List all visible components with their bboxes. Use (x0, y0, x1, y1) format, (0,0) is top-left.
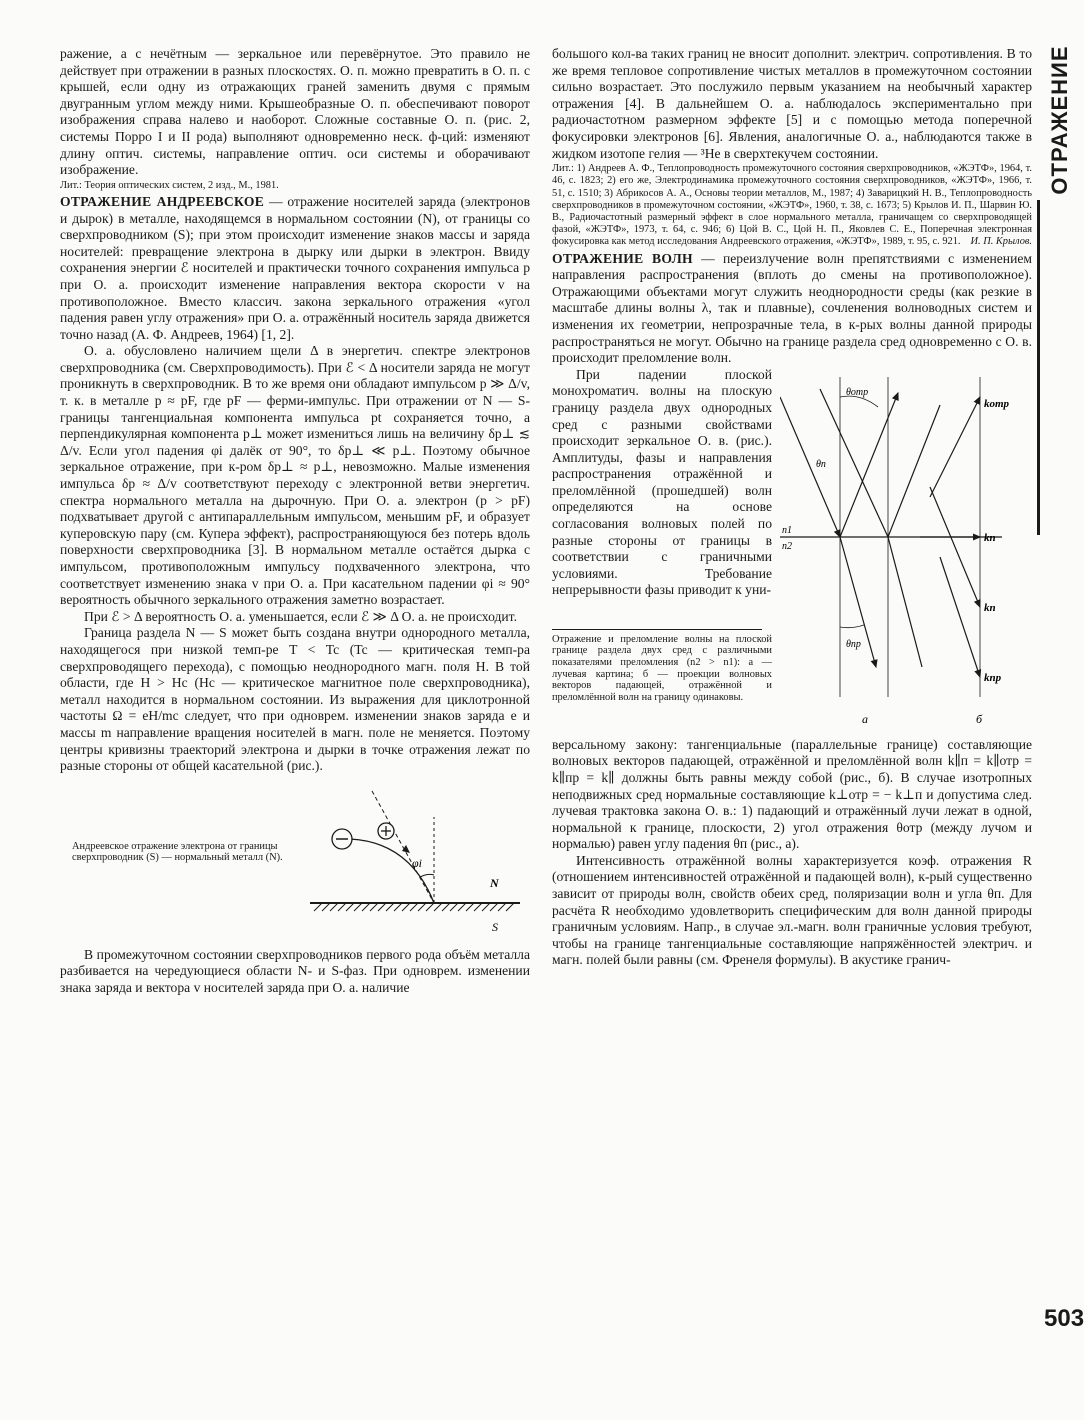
incident-ray (780, 397, 840, 537)
literature-note: Лит.: 1) Андреев А. Ф., Теплопроводность промежуточного состояния сверхпроводников, «ЖЭТФ», 1964, т. 46, с. 1823; 2) его же, Электродинамика промежуточного состояния сверхпроводников, «ЖЭТФ», 1966, т. 51, с. 1510; 3) Абрикосов А. А., Основы теории металлов, М., 1987; 4) Заварицкий Н. В., Теплопроводность сверхпроводников в промежуточном состоянии, «ЖЭТФ», 1960, т. 38, с. 1673; 5) Крылов И. П., Шарвин Ю. В., Радиочастотный размерный эффект в слое нормального металла, граничащем со сверхпроводящей фазой, «ЖЭТФ», 1973, т. 64, с. 946; 6) Цой В. С., Цой Н. П., Яковлев С. Е., Поперечная электронная фокусировка как метод исследования Андреевского отражения, «ЖЭТФ», 1989, т. 95, с. 921. И. П. Крылов. (552, 163, 1032, 248)
andreev-diagram (310, 787, 530, 937)
paragraph: Интенсивность отражённой волны характеризуется коэф. отражения R (отношением интенсивностей отражённой и падающей волн), к-рый существенно зависит от природы волн, свойств обеих сред, поляризации волн и угла θп. Для расчёта R необходимо удовлетворить специфическим для волн данной природы граничным условиям. Напр., в случае эл.-магн. волн граничные условия требуют, чтобы на границе тангенциальные составляющие напряжённостей электрич. и магн. полей были равны (см. Френеля формулы). В акустике гранич- (552, 852, 1032, 968)
paragraph: Граница раздела N — S может быть создана внутри однородного металла, находящегося при низкой темп-ре T < Tc (Tc — критическая темп-ра сверхпроводящего перехода), с помощью неоднородного магн. поля H. В той области, где H > Hc (Hc — критическое магнитное поле сверхпроводника), металл находится в нормальном состоянии. Из выражения для циклотронной частоты Ω = eH/mc следует, что при одноврем. изменении знаков заряда e и массы m направление вращения носителей в магн. поле не меняется. Поэтому центры кривизны траекторий электрона и дырки в точке отражения лежат по разные стороны от общей касательной (рис.). (60, 625, 530, 774)
s-label: S (492, 919, 498, 934)
n-label: N (490, 875, 499, 890)
k-par-label: kп (984, 531, 996, 544)
article-heading: ОТРАЖЕНИЕ АНДРЕЕВСКОЕ (60, 193, 265, 209)
figure-caption: Андреевское отражение электрона от границы сверхпроводник (S) — нормальный металл (N). (72, 840, 283, 864)
paragraph: При ℰ > Δ вероятность О. а. уменьшается, если ℰ ≫ Δ О. а. не происходит. (84, 608, 518, 624)
paragraph: ражение, а с нечётным — зеркальное или перевёрнутое. Это правило не действует при отражении в разных плоскостях. О. п. можно превратить в О. п. с крышей, если одну из отражающих граней заменить двумя с прямым двугранным углом между ними. Крышеобразные О. п. обеспечивают поворот изображения справа налево и наоборот. Сложные составные О. п. (рис. 2, системы Порро I и II рода) выполняют одновременно неск. ф-ций: изменяют длину оптич. системы, направление оптич. оси системы и оборачивают изображение. (60, 46, 530, 178)
paragraph: В промежуточном состоянии сверхпроводников первого рода объём металла разбивается на чередующиеся области N- и S-фаз. При одноврем. изменении знака заряда и вектора v носителей заряда при О. а. наличие (60, 946, 530, 995)
panel-b-label: б (976, 711, 983, 726)
page-number: 503 (1044, 1305, 1084, 1332)
k-pr-label: kпр (984, 671, 1002, 684)
theta-p-label: θп (816, 458, 826, 470)
literature-note: Лит.: Теория оптических систем, 2 изд., М., 1981. (60, 179, 279, 191)
reflected-ray (840, 393, 898, 537)
reflected-ray (888, 405, 940, 537)
margin-rule (1037, 200, 1040, 535)
running-head: ОТРАЖЕНИЕ (1047, 45, 1072, 195)
signature: И. П. Крылов. (970, 236, 1032, 248)
paragraph: При падении плоской монохроматич. волны на плоскую границу раздела двух однородных сред с разными свойствами происходит зеркальное О. в. (рис.). Амплитуды, фазы и направления распространения отражённой и преломлённой (прошедшей) волн определяются на основе согласования волновых полей по разные стороны от границы в соответствии с граничными условиями. Требование непрерывности фазы приводит к уни- (552, 366, 772, 598)
paragraph: большого кол-ва таких границ не вносит дополнит. электрич. сопротивления. В то же время тепловое сопротивление чистых металлов в промежуточном состоянии сильно возрастает. Это послужило первым указанием на необычный характер отражения [4]. В дальнейшем О. а. наблюдалось экспериментально при радиочастотном размерном эффекте [5] и с помощью метода поперечной фокусировки электронов [6]. Явления, аналогичные О. а., наблюдаются также в жидком изотопе гелия — ³He в сверхтекучем состоянии. (552, 46, 1032, 161)
k-otr-label: kотр (984, 397, 1010, 410)
caption-rule (552, 629, 762, 630)
n1-label: n1 (782, 524, 792, 536)
paragraph: версальному закону: тангенциальные (параллельные границе) составляющие волновых векторов падающей, отражённой и преломлённой волн k∥п = k∥отр = k∥пр = k∥ должны быть равны между собой (рис., б). В случае изотропных неподвижных сред нормальные составляющие k⊥отр = − k⊥п и допустима след. лучевая трактовка закона О. в.: 1) падающий и отражённый лучи лежат в одной, нормальной к границе, плоскости, 2) угол отражения θотр (между лучом и нормалью) равен углу падения θп (рис., а). (552, 736, 1032, 852)
n2-label: n2 (782, 540, 792, 552)
article-heading: ОТРАЖЕНИЕ ВОЛН (552, 250, 693, 266)
refracted-ray (888, 537, 922, 667)
right-column (552, 46, 1032, 969)
theta-pr-label: θпр (846, 638, 861, 650)
paragraph: — переизлучение волн препятствиями с изменением направления распространения (вплоть до смены на противоположное). Отражающими объектами могут служить неоднородности среды (как резкие в масштабе длины волны λ, так и плавные), сочленения волноводных систем и изменения их геометрии, непрозрачные тела, в к-рых волны данной природы распространяться не могут. Обычно на границе раздела сред одновременно с О. в. происходит преломление волн. (552, 250, 1032, 366)
angle-arc (420, 874, 434, 877)
figure-caption-block (552, 629, 772, 704)
paragraph: — отражение носителей заряда (электронов и дырок) в металле, находящемся в нормальном состоянии (N), от границы со сверхпроводником (S); при этом происходит изменение знаков массы и заряда носителей: превращение электрона в дырку или дырки в электрон. Ввиду сохранения энергии ℰ носителей и практически точного сохранения импульса p при О. а. происходит изменение направления вектора скорости v на противоположное. Вместо классич. закона зеркального отражения «угол падения равен углу отражения» при О. а. отражённый носитель заряда движется точно назад (А. Ф. Андреев, 1964) [1, 2]. (60, 193, 530, 342)
angle-arc (840, 625, 864, 628)
hatching (314, 903, 514, 911)
panel-a-label: а (862, 711, 868, 726)
figure-caption: Отражение и преломление волны на плоской границе раздела двух сред с различными показателями преломления (n2 > n1): а — лучевая картина; б — проекции волновых векторов падающей, отражённой и преломлённой волн на границу одинаковы. (552, 633, 772, 703)
theta-otr-label: θотр (846, 386, 869, 398)
left-column (60, 46, 530, 997)
k-pr-vector (940, 557, 980, 677)
article-andreev (60, 194, 530, 343)
k-p-label: kп (984, 601, 996, 614)
andreev-figure (60, 787, 530, 947)
phi-label: φi (412, 855, 422, 870)
paragraph: О. а. обусловлено наличием щели Δ в энергетич. спектре электронов сверхпроводника (см. Сверхпроводимость). При ℰ < Δ носители заряда не могут проникнуть в сверхпроводник. В то же время они обладают импульсом p ≫ Δ/v, т. к. в металле p ≈ pF, где pF — ферми-импульс. При отражении от N — S-границы тангенциальная компонента импульса pt сохраняется точно, а перпендикулярная компонента p⊥ может измениться лишь на величину δp⊥ ≲ Δ/v. Если угол падения φi далёк от 90°, то δp⊥ ≪ p⊥. Поэтому обычное зеркальное отражение, при к-ром δp⊥ ≈ p⊥, невозможно. Малые изменения импульса δp ≈ Δ/v соответствуют переходу с электронной ветви энергетич. спектра нормального металла на дырочную. При О. а. электрон (p > pF) подхватывает другой с антипараллельным импульсом, меньшим pF, и образует куперовскую пару (см. Купера эффект), распространяющуюся без потерь вдоль поверхности сверхпроводника [3]. В нормальном металле остаётся дырка с импульсом, противоположным импульсу подхваченного электрона, что соответствует изменению знака v при О. а. При касательном падении φi ≈ 90° вероятность обычного зеркального отражения заметно возрастает. (60, 343, 530, 608)
incident-path (372, 791, 434, 903)
trajectory-curve (350, 839, 434, 903)
article-waves (552, 251, 1032, 367)
wave-diagram (780, 367, 1030, 732)
arrow-head (402, 845, 410, 853)
k-p-vector (930, 487, 980, 607)
wave-figure-area (552, 367, 1032, 737)
